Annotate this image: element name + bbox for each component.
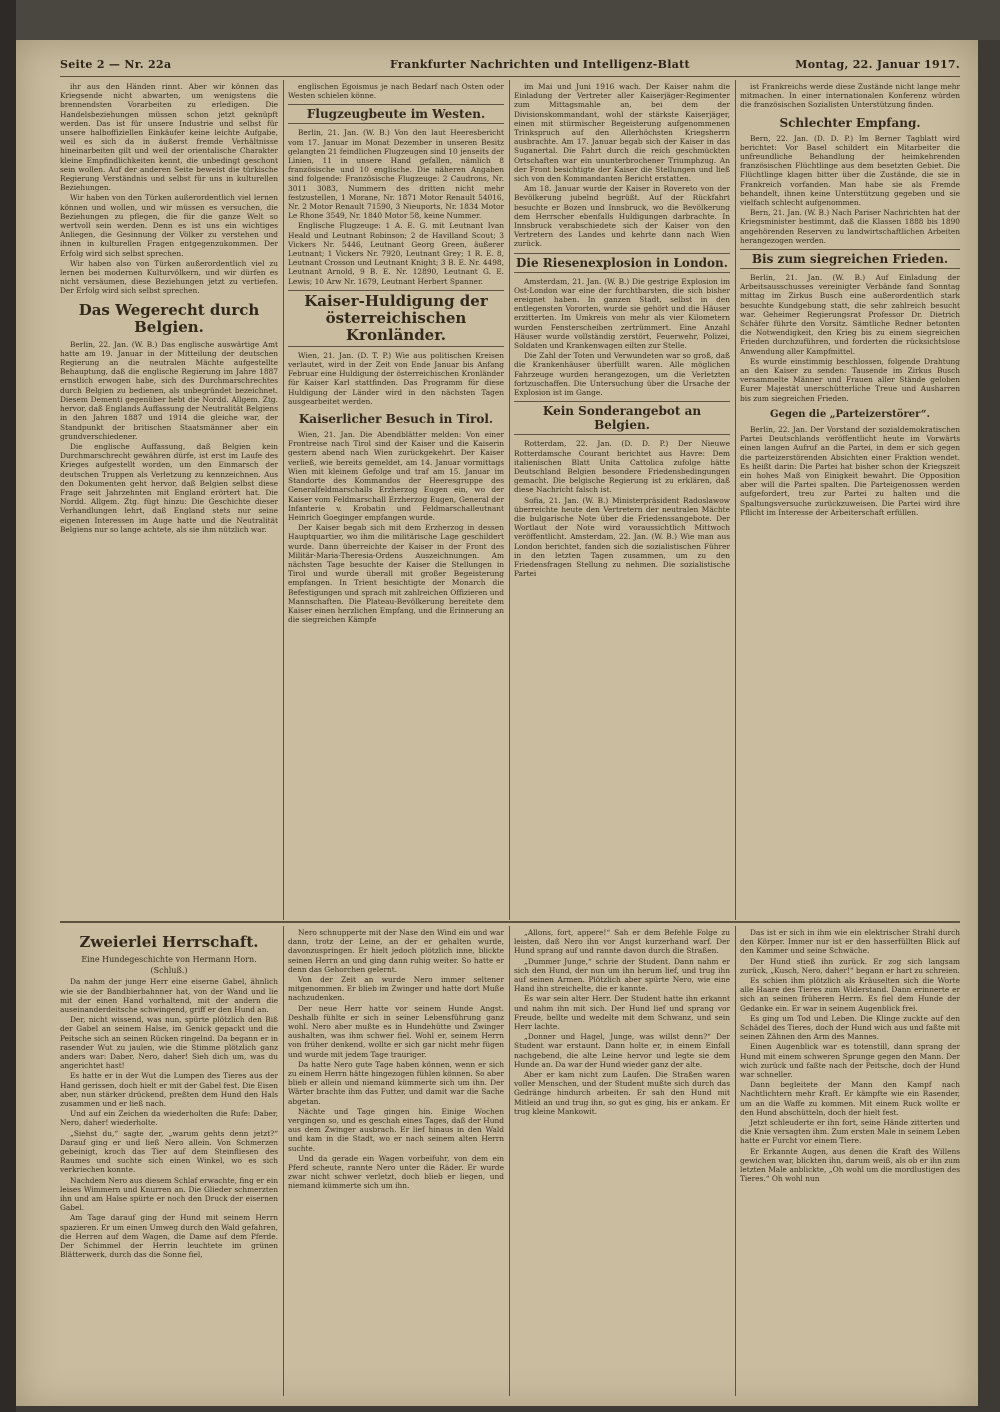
headline-wegerecht: Das Wegerecht durch Belgien. xyxy=(78,300,260,336)
story-text: Von der Zeit an wurde Nero immer seltener mitgenommen. Er blieb im Zwinger und hatte dort Muße nachzudenken. xyxy=(288,975,504,1003)
story-text: Es war sein alter Herr. Der Student hatte ihn erkannt und nahm ihn mit sich. Der Hund lief und sprang vor Freude, bellte und wedelte mit dem Schwanz, und sein Herr lachte. xyxy=(514,994,730,1032)
article-text: englischen Egoismus je nach Bedarf nach Osten oder Westen schielen könne. xyxy=(288,82,504,101)
article-text: im Mai und Juni 1916 wach. Der Kaiser nahm die Einladung der Vertreter aller Kaiserjäger-Regimenter zum Mittagsmahle an, bei dem der Divisionskommandant, wohl der stärkste Kaiserjäger, einen mit stürmischer Begeisterung aufgenommenen Trinkspruch auf den Allerhöchsten Kriegsherrn ausbrachte. Am 17. Januar begab sich der Kaiser in das Suganertal. Die Fahrt durch die reich geschmückten Ortschaften war ein ununterbrochener Triumphzug. An der Front besichtigte der Kaiser die Stellungen und ließ sich von den Kommandanten Bericht erstatten. xyxy=(514,82,730,184)
article-text: Berlin, 22. Jan. (W. B.) Das englische auswärtige Amt hatte am 19. Januar in der Mitteilung der deutschen Regierung an die neutralen Mächte aufgestellte Behauptung, daß die englische Regierung im Jahre 1887 ernstlich erwogen habe, sich des Durchmarschrechtes durch Belgien zu bedienen, als unbegründet bezeichnet. Diesem Dementi gegenüber hebt die Nordd. Allgem. Ztg. hervor, daß Englands Auffassung der Neutralität Belgiens in den Jahren 1887 und 1914 die gleiche war, der Standpunkt der britischen Staatsmänner aber ein grundverschiedener. xyxy=(60,339,278,441)
article-text: ihr aus den Händen rinnt. Aber wir können das Kriegsende nicht abwarten, um wenigstens die brennendsten Vorarbeiten zu erledigen. Die Handelsbeziehungen müssen schon jetzt geknüpft werden. Das ist für unsere Industrie und selbst für unsere halboffiziellen Einkäufer keine leichte Aufgabe, weil es sich da in äußerst fremde Verhältnisse hineinarbeiten gilt und weil der orientalische Charakter kleine Empfindlichkeiten kennt, die unbedingt geschont sein wollen. Auf der anderen Seite beweist die türkische Regierung Verständnis und selbst für uns in kulturellen Beziehungen. xyxy=(60,82,278,193)
story-text: Am Tage darauf ging der Hund mit seinem Herrn spazieren. Er um einen Umweg durch den Wald gefahren, die Herren auf dem Wagen, die Dame auf dem Pferde. Der Schimmel der Herrin leuchtete im grünen Blätterwerk, durch das die Sonne fiel, xyxy=(60,1213,278,1260)
story-text: Der, nicht wissend, was nun, spürte plötzlich den Biß der Gabel an seinem Halse, im Genick gepackt und die Peitsche sich an seinen Rücken ringelnd. Da begann er in rasender Wut zu jaulen, wie die Stimme plötzlich ganz anders war: Daber, Nero, daher! Sieh dich um, was du angerichtet hast! xyxy=(60,1015,278,1071)
article-text: Amsterdam, 21. Jan. (W. B.) Die gestrige Explosion im Ost-London war eine der furchtbarsten, die sich bisher ereignet haben. In ganzen Stadt, selbst in den entlegensten Vororten, wurde sie gehört und die Häuser erzitterten. Im Umkreis von mehr als vier Kilometern wurden Fensterscheiben zertrümmert. Eine Anzahl Häuser wurde vollständig zerstört, Feuerwehr, Polizei, Soldaten und Krankenwagen eilten zur Stelle. xyxy=(514,276,730,351)
headline-flugzeugbeute: Flugzeugbeute im Westen. xyxy=(288,104,504,124)
story-text: Es ging um Tod und Leben. Die Klinge zuckte auf den Schädel des Tieres, doch der Hund wich aus und faßte mit seinen Zähnen den Arm des Mannes. xyxy=(740,1013,960,1042)
article-text: Die Zahl der Toten und Verwundeten war so groß, daß die Krankenhäuser überfüllt waren. Alle möglichen Fahrzeuge wurden herangezogen, um die Verletzten fortzuschaffen. Die Untersuchung über die Ursache der Explosion ist im Gange. xyxy=(514,351,730,398)
column-divider xyxy=(283,926,284,1396)
book-spine xyxy=(0,0,16,1412)
story-text: Nero schnupperte mit der Nase den Wind ein und war dann, trotz der Leine, an der er gehalten wurde, davonzuspringen. Er hielt jedoch plötzlich inne, blickte seinen Herrn an und ging dann ruhig weiter. So hatte er denn das Gehorchen gelernt. xyxy=(288,928,504,974)
article-text: ist Frankreichs werde diese Zustände nicht lange mehr mitmachen. In einer internationalen Konferenz würden die französischen Sozialisten Unterstützung finden. xyxy=(740,82,960,110)
column-2 xyxy=(288,82,504,917)
article-text: Wir haben also von Türken außerordentlich viel zu lernen bei modernen Kulturvölkern, und wir dürfen es nicht versäumen, diese Beziehungen jetzt zu vertiefen. Der Erfolg wird sich selbst sprechen. xyxy=(60,258,278,296)
story-text: Es hatte er in der Wut die Lumpen des Tieres aus der Hand gerissen, doch hielt er mit der Gabel fest. Die Eisen aber, nun stärker drückend, preßten dem Hund den Hals zusammen und er ließ nach. xyxy=(60,1071,278,1109)
feuilleton-column-3 xyxy=(514,928,730,1398)
masthead: Frankfurter Nachrichten und Intelligenz-Blatt xyxy=(390,58,690,71)
story-text: Es schien ihm plötzlich als Kräuselten sich die Worte alle Haare des Tieres zum Widerstand. Dann erinnerte er sich an seinen früheren Herrn. Es fiel dem Hunde der Gedanke ein. Er war in seinem Augenblick frei. xyxy=(740,976,960,1013)
headline-riesenexplosion: Die Riesenexplosion in London. xyxy=(514,253,730,273)
article-text: Wien, 21. Jan. Die Abendblätter melden: Von einer Frontreise nach Tirol sind der Kaiser und die Kaiserin gestern abend nach Wien zurückgekehrt. Der Kaiser verließ, wie bereits gemeldet, am 14. Januar vormittags Wien mit kleinem Gefolge und traf am 15. Januar im Standorte des Kommandos der Heeresgruppe des Generalfeldmarschalls Erzherzog Eugen ein, wo der Kaiser vom Feldmarschall Erzherzog Eugen, General der Infanterie v. Krobatin und Feldmarschalleutnant Heinrich Goeginger empfangen wurde. xyxy=(288,430,504,522)
column-divider xyxy=(509,926,510,1396)
story-text: Dann begleitete der Mann den Kampf nach Nachtlichtern mehr Kraft. Er kämpfte wie ein Rasender, um an die Waffe zu kommen. Mit einem Ruck wollte er den Hund abschütteln, doch der hielt fest. xyxy=(740,1080,960,1117)
headline-besuch-tirol: Kaiserlicher Besuch in Tirol. xyxy=(298,412,494,427)
story-text: Da hatte Nero gute Tage haben können, wenn er sich zu einem Herrn hätte hingezogen fühlen können. So aber blieb er allein und niemand kümmerte sich um ihn. Der Wärter brachte ihm das Futter, und damit war die Sache abgetan. xyxy=(288,1059,504,1106)
story-text: Nachdem Nero aus diesem Schlaf erwachte, fing er ein leises Wimmern und Knurren an. Die Glieder schmerzten ihn und am Halse spürte er noch den Druck der eisernen Gabel. xyxy=(60,1175,278,1213)
article-text: Bern, 22. Jan. (D. D. P.) Im Berner Tagblatt wird berichtet: Vor Basel schildert ein Mitarbeiter die unfreundliche Behandlung der heimkehrenden französischen Flüchtlinge aus dem besetzten Gebiet. Die Flüchtlinge klagen bitter über die Zustände, die sie in Frankreich vorfanden. Man habe sie als Fremde behandelt, ihnen keine Unterstützung gegeben und sie vielfach schlecht aufgenommen. xyxy=(740,133,960,208)
article-text: Wir haben von den Türken außerordentlich viel lernen können und wollen, und wir müssen es versuchen, die Beziehungen zu pflegen, die für die ganze Welt so wertvoll sein werden. Denn es ist uns ein wichtiges Anliegen, die Gesinnung der Völker zu verstehen und ihnen in kulturellen Fragen entgegenzukommen. Der Erfolg wird sich selbst sprechen. xyxy=(60,193,278,258)
article-text: Am 18. Januar wurde der Kaiser in Rovereto von der Bevölkerung jubelnd begrüßt. Auf der Rückfahrt besuchte er Bozen und Innsbruck, wo die Bevölkerung dem Herrscher ebenfalls Huldigungen darbrachte. In Innsbruck verabschiedete sich der Kaiser von den Vertretern des Landes und kehrte dann nach Wien zurück. xyxy=(514,184,730,249)
headline-schlechter-empfang: Schlechter Empfang. xyxy=(779,115,921,130)
story-text: Der neue Herr hatte vor seinem Hunde Angst. Deshalb fühlte er sich in seiner Lebensführung ganz wohl. Nero aber mußte es in Hundehütte und Zwinger aushalten, was ihm schwer fiel. Wohl er, seinem Herrn von früher denkend, wollte er sich gar nicht mehr fügen und wurde mit jedem Tage trauriger. xyxy=(288,1003,504,1059)
headline-kaiser-huldigung: Kaiser-Huldigung der österreichischen Kronländer. xyxy=(288,290,504,347)
story-text: Und da gerade ein Wagen vorbeifuhr, von dem ein Pferd scheute, rannte Nero unter die Räder. Er wurde zwar nicht schwer verletzt, doch blieb er liegen, und niemand kümmerte sich um ihn. xyxy=(288,1153,504,1191)
feuilleton-subtitle: Eine Hundegeschichte von Hermann Horn. xyxy=(81,955,257,964)
story-text: Da nahm der junge Herr eine eiserne Gabel, ähnlich wie sie der Bandbierbahnner hat, von der Wand und lie mit der einen Hand vorhaltend, mit der andern die auseinanderdeitsche schwingend, griff er den Hund an. xyxy=(60,977,278,1015)
article-text: Sofia, 21. Jan. (W. B.) Ministerpräsident Radoslawow überreichte heute den Vertretern der neutralen Mächte die bulgarische Note über die Friedenssangebote. Der Wortlaut der Note wird voraussichtlich Mittwoch veröffentlicht. Amsterdam, 22. Jan. (W. B.) Wie man aus London berichtet, fanden sich die sozialistischen Führer in den letzten Tagen zusammen, um zu den Friedensfragen Stellung zu nehmen. Die sozialistische Partei xyxy=(514,495,730,579)
article-text: Englische Flugzeuge: 1 A. E. G. mit Leutnant Ivan Heald und Leutnant Robinson; 2 de Havilland Scout; 3 Vickers Nr. 5446, Leutnant Georg Green, äußerer Leutnant; 1 Vickers Nr. 7920, Leutnant Grey; 1 R. E. 8, Leutnant Crosson und Leutnant Knight; 3 B. E. Nr. 4498, Leutnant Arnold, 9 B. E. Nr. 12890, Leutnant G. E. Lewis; 10 Arw Nr. 1679, Leutnant Herbert Spanner. xyxy=(288,221,504,286)
article-text: Berlin, 21. Jan. (W. B.) Auf Einladung der Arbeitsausschusses vereinigter Verbände fand Sonntag mittag im Zirkus Busch eine außerordentlich stark besuchte Kundgebung statt, die sehr zahlreich besucht war. Geheimer Regierungsrat Professor Dr. Dietrich Schäfer führte den Vorsitz. Sämtliche Redner betonten die Notwendigkeit, den Krieg bis zu einem siegreichen Frieden durchzuführen, und forderten die rücksichtslose Anwendung aller Kampfmittel. xyxy=(740,273,960,356)
story-text: „Allons, fort, appere!“ Sah er dem Befehle Folge zu leisten, daß Nero ihn vor Angst kurzerhand warf. Der Hund sprang auf und rannte davon durch die Straßen. xyxy=(514,928,730,956)
story-text: „Donner und Hagel, Junge, was willst denn?“ Der Student war erstaunt. Dann holte er, in einem Einfall nachgebend, die alte Leine hervor und legte sie dem Hunde an. Da war der Hund wieder ganz der alte. xyxy=(514,1032,730,1069)
column-divider xyxy=(283,80,284,920)
issue-date: Montag, 22. Januar 1917. xyxy=(795,58,960,71)
article-text: Berlin, 21. Jan. (W. B.) Von den laut Heeresbericht vom 17. Januar im Monat Dezember in unseren Besitz gelangten 21 feindlichen Flugzeugen sind 10 jenseits der Linien, 11 in unsere Hand gefallen, nämlich 8 französische und 10 englische. Die näheren Angaben sind folgende: Französische Flugzeuge: 2 Caudrons, Nr. 3011 3083, Nummern des dritten nicht mehr festzustellen, 1 Morane, Nr. 1871 Motor Renault 54016, Nr. 2 Motor Renault 71590, 3 Nieuports, Nr. 1834 Motor Le Rhone 3549, Nr. 1840 Motor 58, keine Nummer. xyxy=(288,128,504,221)
section-divider xyxy=(60,921,960,923)
feuilleton-title: Zweierlei Herrschaft. xyxy=(79,933,259,951)
article-text: Die englische Auffassung, daß Belgien kein Durchmarschrecht gewähren dürfe, ist erst im Laufe des Krieges aufgestellt worden, um den Einmarsch der deutschen Truppen als Verletzung zu kennzeichnen. Aus den Dokumenten geht hervor, daß Belgien selbst diese Frage seit Jahrzehnten mit England erörtert hat. Die Nordd. Allgem. Ztg. fügt hinzu: Die Geschichte dieser Verhandlungen lehrt, daß England stets nur seine eigenen Interessen im Auge hatte und die Neutralität Belgiens nur so lange achtete, als sie ihm nützlich war. xyxy=(60,441,278,534)
story-text: Einen Augenblick war es totenstill, dann sprang der Hund mit einem schweren Sprunge gegen den Mann. Der wich zurück und faßte nach der Peitsche, doch der Hund war schneller. xyxy=(740,1042,960,1080)
column-1 xyxy=(60,82,278,917)
story-text: „Dummer Junge,“ schrie der Student. Dann nahm er sich den Hund, der nun um ihn herum lief, und trug ihn auf seinen Armen. Plötzlich aber spürte Nero, wie eine Hand ihn streichelte, die er kannte. xyxy=(514,956,730,994)
article-text: Rotterdam, 22. Jan. (D. D. P.) Der Nieuwe Rotterdamsche Courant berichtet aus Havre: Dem italienischen Blatt Unita Cattolica zufolge hätte Deutschland Belgien besondere Friedensbedingungen gemacht. Die belgische Regierung ist zu erklären, daß diese Nachricht falsch ist. xyxy=(514,439,730,495)
article-text: Der Kaiser begab sich mit dem Erzherzog in dessen Hauptquartier, wo ihm die militärische Lage geschildert wurde. Dann überreichte der Kaiser in der Front des Militär-Maria-Theresia-Ordens Auszeichnungen. Am nächsten Tage besuchte der Kaiser die Stellungen in Tirol und wurde überall mit großer Begeisterung empfangen. In Trient besichtigte der Monarch die Befestigungen und sprach mit zahlreichen Offizieren und Mannschaften. Die Plateau-Bevölkerung bereitete dem Kaiser einen herzlichen Empfang, und die Erinnerung an die siegreichen Kämpfe xyxy=(288,523,504,625)
column-divider xyxy=(509,80,510,920)
story-text: Er Erkannte Augen, aus denen die Kraft des Willens gewichen war, blickten ihn, darum weiß, als ob er ihn zum letzten Male anblickte, „Oh wohl um die mordlustigen des Tieres.“ Oh wohl nun xyxy=(740,1146,960,1184)
story-text: Nächte und Tage gingen hin. Einige Wochen vergingen so, und es geschah eines Tages, daß der Hund aus dem Zwinger ausbrach. Er lief hinaus in den Wald und kam in die Stadt, wo er nach seinem alten Herrn suchte. xyxy=(288,1106,504,1153)
headline-parteizerstoerer: Gegen die „Parteizerstörer“. xyxy=(770,408,930,420)
story-text: „Siehst du,“ sagte der, „warum gehts denn jetzt?“ Darauf ging er und ließ Nero allein. Von Schmerzen gebeinigt, kroch das Tier auf dem Steinfliesen des Raumes und suchte sich einen Winkel, wo es sich verkriechen konnte. xyxy=(60,1128,278,1175)
column-4 xyxy=(740,82,960,917)
page-header xyxy=(60,58,960,77)
story-text: Jetzt schleuderte er ihn fort, seine Hände zitterten und die Knie versagten ihm. Zum ersten Male in seinem Leben hatte er Furcht vor einem Tiere. xyxy=(740,1118,960,1146)
column-divider xyxy=(735,926,736,1396)
story-text: Aber er kam nicht zum Laufen. Die Straßen waren voller Menschen, und der Student mußte sich durch das Gedränge hindurch arbeiten. Er sah den Hund mit Mitleid an und trug ihn, so gut es ging, bis er ankam. Er trug kleine Mankowit. xyxy=(514,1070,730,1116)
feuilleton-column-4 xyxy=(740,928,960,1398)
article-text: Berlin, 22. Jan. Der Vorstand der sozialdemokratischen Partei Deutschlands veröffentlicht heute im Vorwärts einen langen Aufruf an die Partei, in dem er sich gegen die parteizerstörenden Absichten einer Fraktion wendet. Es heißt darin: Die Partei hat bisher schon der Kriegszeit ein hohes Maß von Einigkeit bewahrt. Die Opposition aber will die Partei spalten. Die Parteigenossen werden aufgefordert, treu zur Partei zu halten und die Spaltungsversuche zurückzuweisen. Die Partei wird ihre Pflicht im Interesse der Arbeiterschaft erfüllen. xyxy=(740,424,960,517)
page-number: Seite 2 — Nr. 22a xyxy=(60,58,172,71)
column-3 xyxy=(514,82,730,917)
headline-sonderangebot: Kein Sonderangebot an Belgien. xyxy=(514,401,730,435)
feuilleton-note: (Schluß.) xyxy=(150,966,188,976)
column-divider xyxy=(735,80,736,920)
story-text: Das ist er sich in ihm wie ein elektrischer Strahl durch den Körper. Immer nur ist er den hasserfüllten Blick auf den Kammer und seine Schwäche. xyxy=(740,928,960,956)
story-text: Und auf ein Zeichen da wiederholten die Rufe: Daber, Nero, daher! wiederholte. xyxy=(60,1109,278,1128)
article-text: Es wurde einstimmig beschlossen, folgende Drahtung an den Kaiser zu senden: Tausende im Zirkus Busch versammelte Männer und Frauen aller Stände geloben Eurer Majestät unerschütterliche Treue und Ausharren bis zum siegreichen Frieden. xyxy=(740,356,960,403)
feuilleton-column-1 xyxy=(60,928,278,1398)
headline-siegreicher-frieden: Bis zum siegreichen Frieden. xyxy=(740,249,960,269)
article-text: Bern, 21. Jan. (W. B.) Nach Pariser Nachrichten hat der Kriegsminister bestimmt, daß die Klassen 1888 bis 1890 angehörenden Reserven zu landwirtschaftlichen Arbeiten herangezogen werden. xyxy=(740,208,960,245)
scan-border xyxy=(16,0,1000,40)
story-text: Der Hund stieß ihn zurück. Er zog sich langsam zurück, „Kusch, Nero, daher!“ begann er hart zu schreien. xyxy=(740,956,960,975)
article-text: Wien, 21. Jan. (D. T. P.) Wie aus politischen Kreisen verlautet, wird in der Zeit von Ende Januar bis Anfang Februar eine Huldigung der österreichischen Kronländer für Kaiser Karl stattfinden. Das Programm für diese Huldigung der Länder wird in den nächsten Tagen ausgearbeitet werden. xyxy=(288,350,504,406)
scan-border-bottom xyxy=(16,1406,1000,1412)
feuilleton-column-2 xyxy=(288,928,504,1398)
